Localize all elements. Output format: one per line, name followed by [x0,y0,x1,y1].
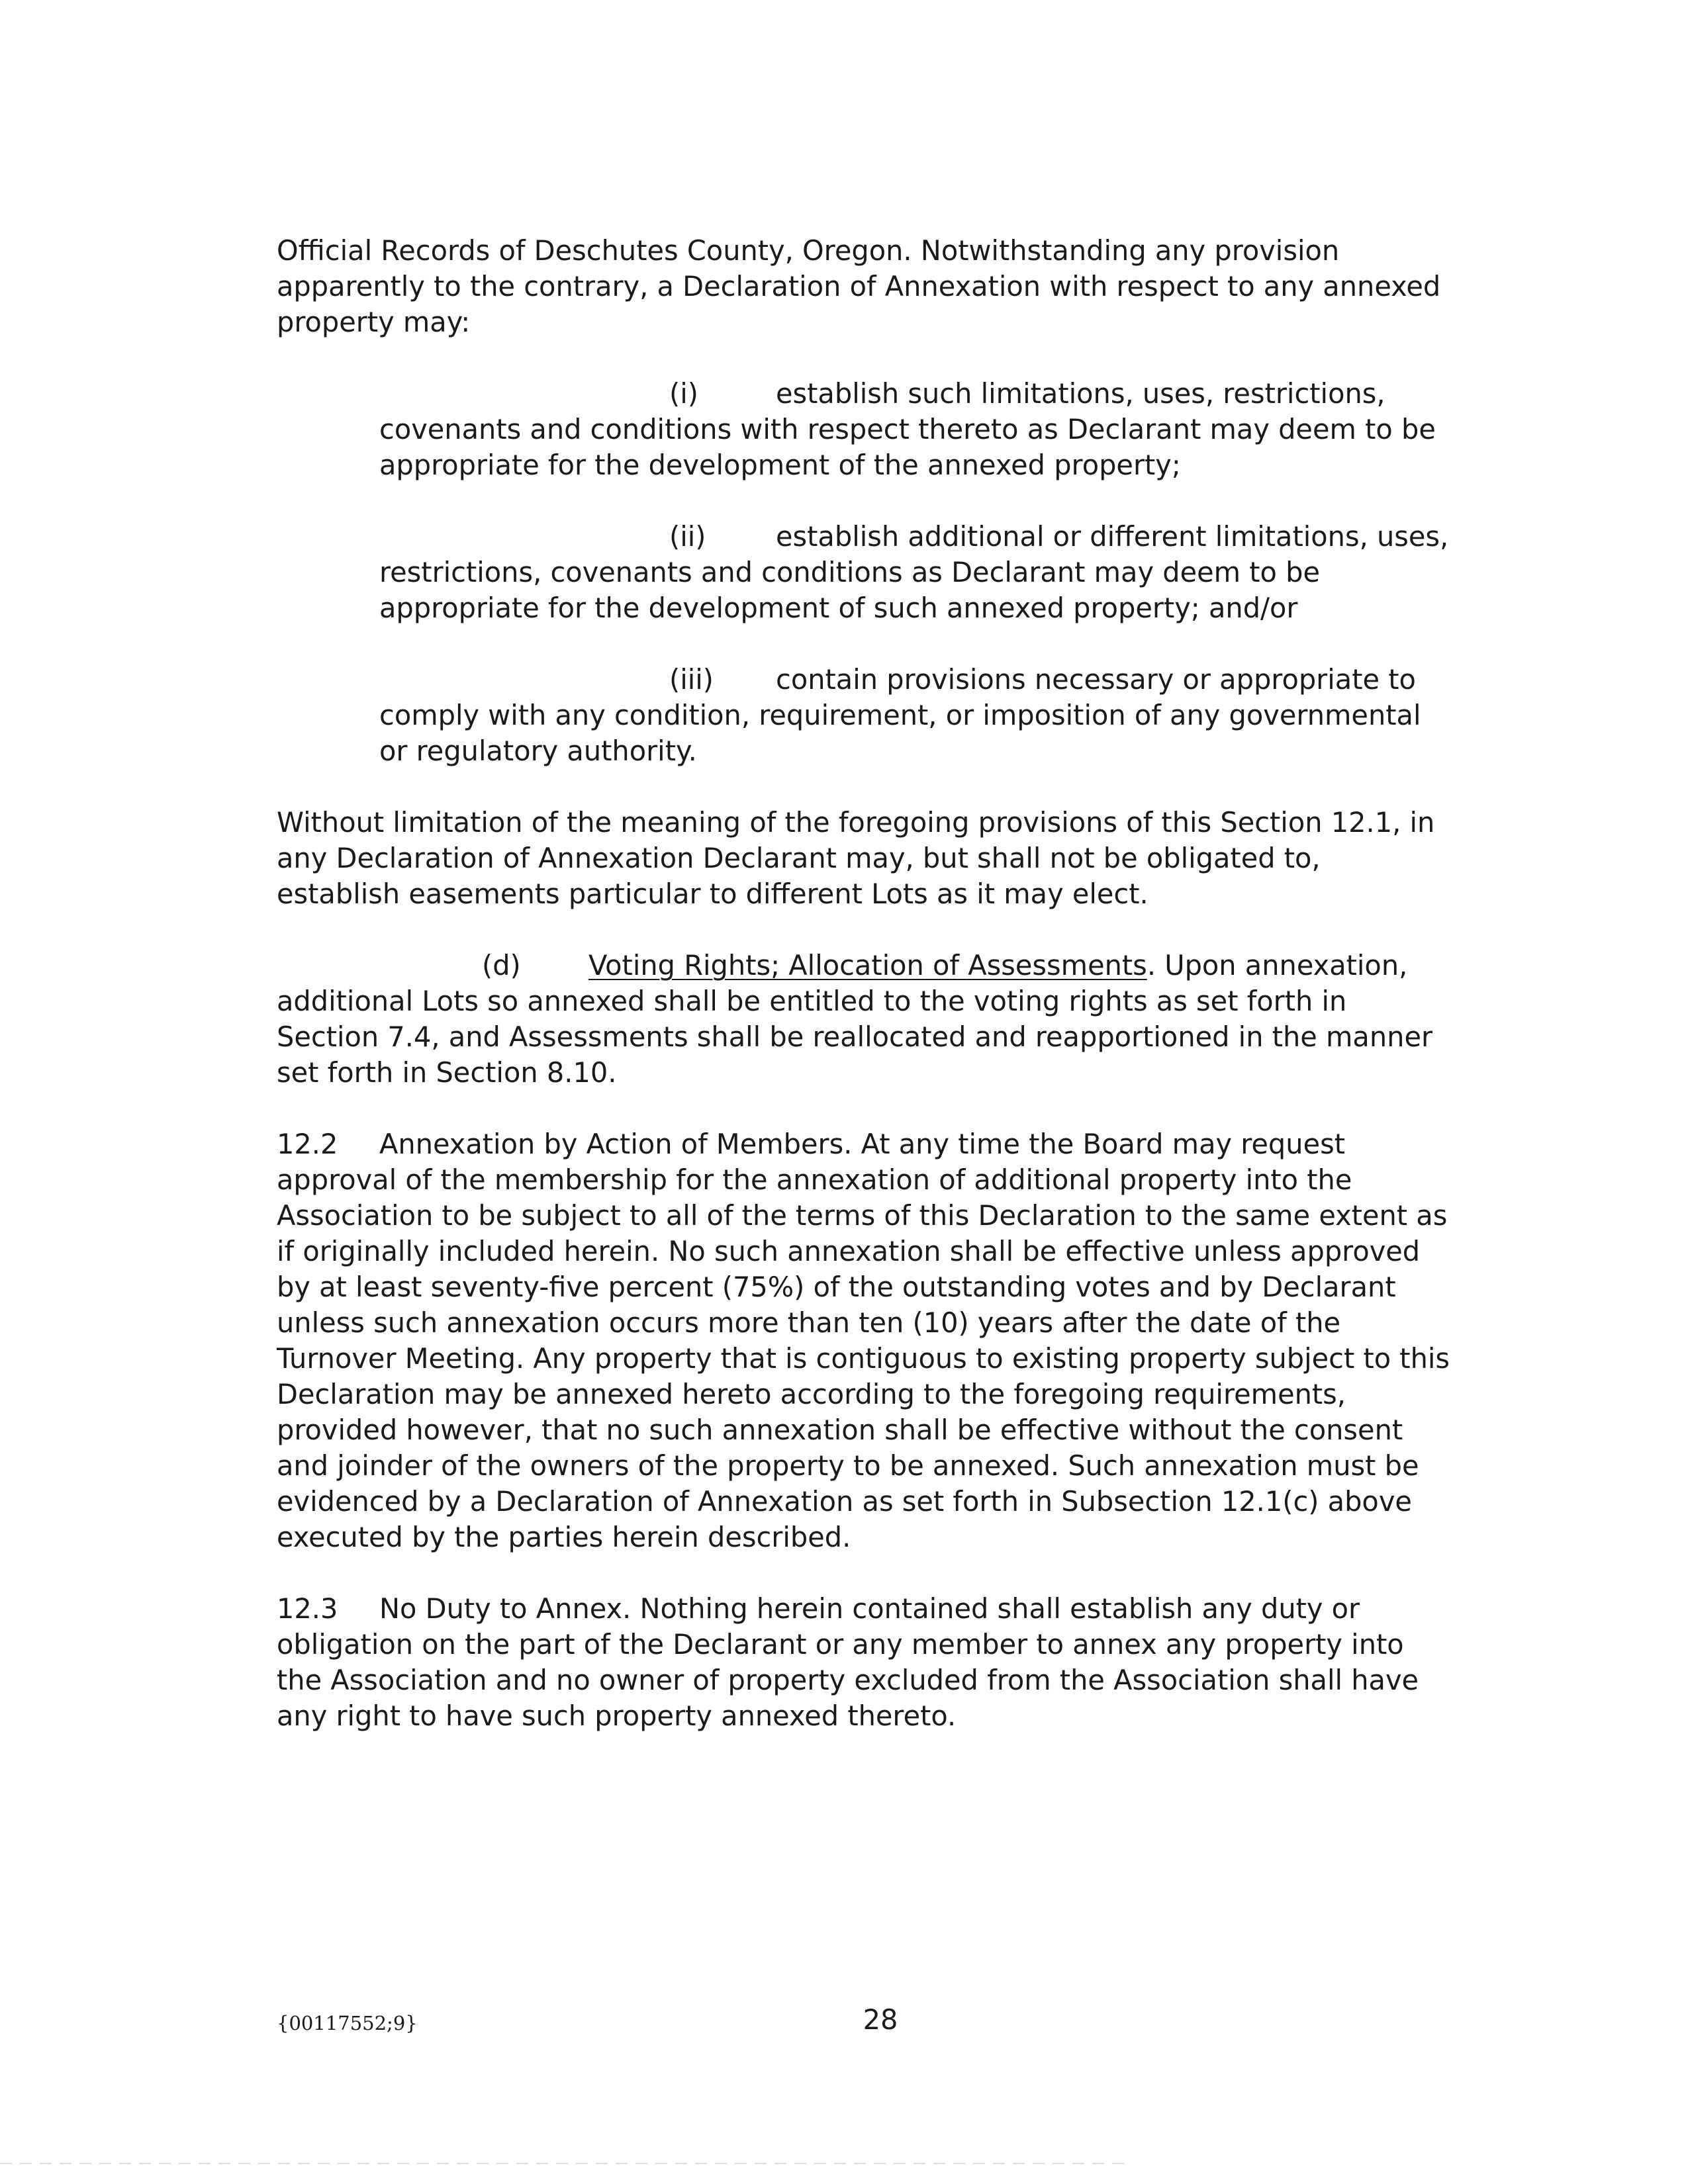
subsection-d-heading: Voting Rights; Allocation of Assessments [588,949,1147,981]
list-item-number: (i) [669,377,698,410]
list-item-number: (ii) [669,520,706,553]
page-number: 28 [863,2003,898,2036]
intro-paragraph: Official Records of Deschutes County, Oregon. Notwithstanding any provision apparently to the contrary, a Declaration of Annexation with respect to any annexed property may: [277,234,1441,338]
list-item-text-first: establish additional or different limitations, uses, [776,520,1449,553]
subsection-d-number: (d) [482,949,521,981]
footer-document-id: {00117552;9} [277,2012,418,2034]
list-item-i [379,376,1452,483]
scan-artifact-line [0,2163,1125,2164]
list-item-text-first: establish such limitations, uses, restrictions, [776,377,1385,410]
list-item-ii [379,519,1452,626]
subsection-d-paragraph [277,948,1452,1091]
section-12-2-number: 12.2 [277,1128,338,1160]
list-item-number: (iii) [669,663,714,696]
subsection-d-text: . Upon annexation, additional Lots so annexed shall be entitled to the voting rights as set forth in Section 7.4, and Assessments shall be reallocated and reapportioned in the manner set forth in Section 8.10. [277,949,1433,1089]
section-12-3-number: 12.3 [277,1592,338,1625]
document-body [277,233,1452,1770]
list-item-text-rest: covenants and conditions with respect thereto as Declarant may deem to be appropriate for the development of the annexed property; [379,413,1436,481]
list-item-text-first: contain provisions necessary or appropriate to [776,663,1416,696]
section-12-2-text: Annexation by Action of Members. At any time the Board may request approval of the membership for the annexation of additional property into the Association to be subject to all of the terms of this Declaration to the same extent as if originally included herein. No such annexation shall be effective unless approved by at least seventy-five percent (75%) of the outstanding votes and by Declarant unless such annexation occurs more than ten (10) years after the date of the Turnover Meeting. Any property that is contiguous to existing property subject to this Declaration may be annexed hereto according to the foregoing requirements, provided however, that no such annexation shall be effective without the consent and joinder of the owners of the property to be annexed. Such annexation must be evidenced by a Declaration of Annexation as set forth in Subsection 12.1(c) above executed by the parties herein described. [277,1128,1450,1553]
section-12-3-text: No Duty to Annex. Nothing herein contained shall establish any duty or obligation on the part of the Declarant or any member to annex any property into the Association and no owner of property excluded from the Association shall have any right to have such property annexed thereto. [277,1592,1419,1732]
list-item-text-rest: comply with any condition, requirement, or imposition of any governmental or regulatory authority. [379,699,1421,767]
list-item-text-rest: restrictions, covenants and conditions as Declarant may deem to be appropriate for the development of such annexed property; and/or [379,556,1320,624]
section-12-3-paragraph [277,1591,1452,1734]
section-12-2-paragraph [277,1126,1452,1555]
list-item-iii [379,662,1452,769]
without-limitation-paragraph: Without limitation of the meaning of the foregoing provisions of this Section 12.1, in any Declaration of Annexation Declarant may, but shall not be obligated to, establish easements particular to different Lots as it may elect. [277,806,1435,910]
